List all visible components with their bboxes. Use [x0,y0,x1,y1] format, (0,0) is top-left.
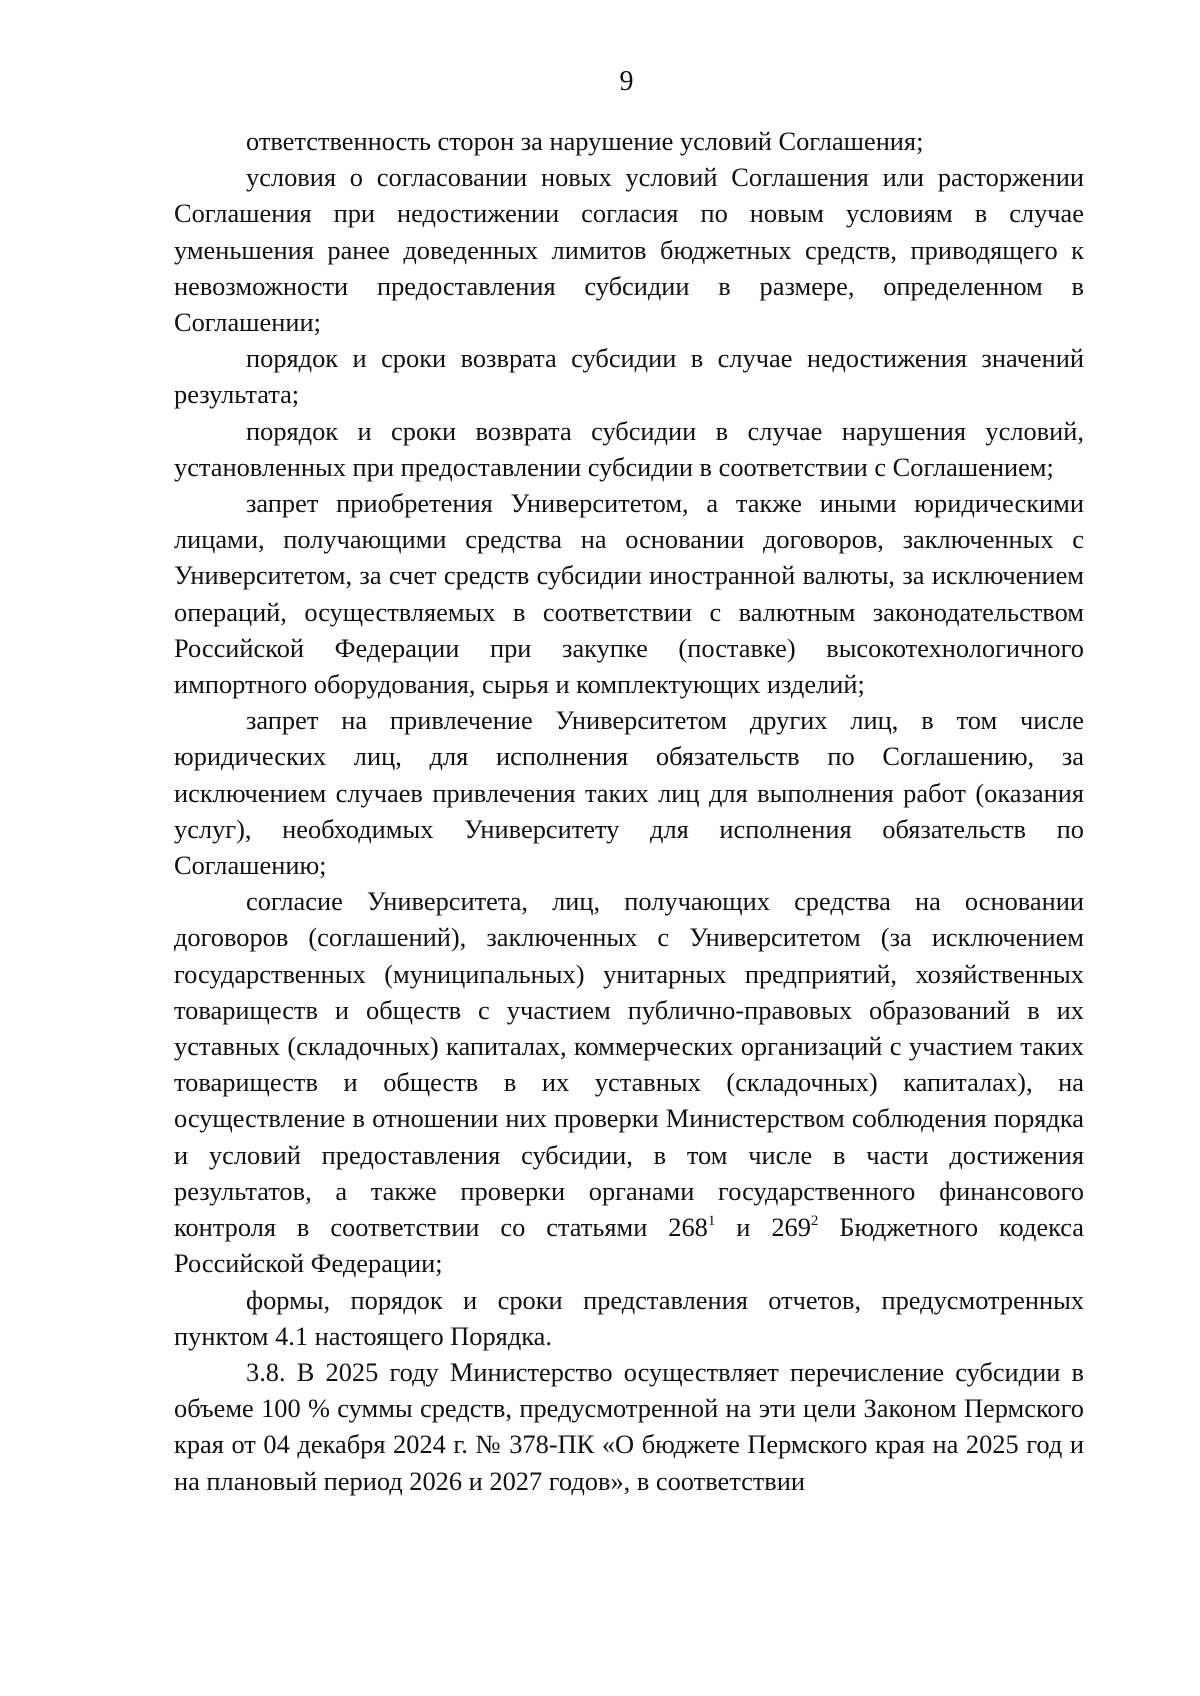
paragraph-return-violation: порядок и сроки возврата субсидии в случае нарушения условий, установленных при предоставлении субсидии в соответствии с Соглашением; [174,415,1084,482]
paragraph-report-forms: формы, порядок и сроки представления отчетов, предусмотренных пунктом 4.1 настоящего Порядка. [174,1284,1084,1351]
inspection-text-part2: и 269 [715,1212,811,1243]
paragraph-currency-ban: запрет приобретения Университетом, а также иными юридическими лицами, получающими средства на основании договоров, заключенных с Университетом, за счет средств субсидии иностранной валюты, за исключением операций, осуществляемых в соответствии с валютным законодательством Российской Федерации при закупке (поставке) высокотехнологичного импортного оборудования, сырья и комплектующих изделий; [174,488,1084,700]
document-body [174,123,1084,1499]
inspection-text-part1: согласие Университета, лиц, получающих средства на основании договоров (соглашений), заключенных с Университетом (за исключением государственных (муниципальных) унитарных предприятий, хозяйственных товариществ и обществ с участием публично-правовых образований в их уставных (складочных) капиталах, коммерческих организаций с участием таких товариществ и обществ в их уставных (складочных) капиталах), на осуществление в отношении них проверки Министерством соблюдения порядка и условий предоставления субсидии, в том числе в части достижения результатов, а также проверки органами государственного финансового контроля в соответствии со статьями 268 [174,886,1084,1243]
paragraph-section-3-8: 3.8. В 2025 году Министерство осуществляет перечисление субсидии в объеме 100 % суммы средств, предусмотренной на эти цели Законом Пермского края от 04 декабря 2024 г. № 378-ПК «О бюджете Пермского края на 2025 год и на плановый период 2026 и 2027 годов», в соответствии [174,1356,1084,1496]
article-268-superscript: 1 [707,1213,716,1230]
paragraph-return-result: порядок и сроки возврата субсидии в случае недостижения значений результата; [174,343,1084,410]
paragraph-responsibility: ответственность сторон за нарушение условий Соглашения; [246,126,924,156]
paragraph-agreement-terms: условия о согласовании новых условий Соглашения или расторжении Соглашения при недостижении согласия по новым условиям в случае уменьшения ранее доведенных лимитов бюджетных средств, приводящего к невозможности предоставления субсидии в размере, определенном в Соглашении; [174,162,1084,338]
paragraph-third-party-ban: запрет на привлечение Университетом других лиц, в том числе юридических лиц, для исполнения обязательств по Соглашению, за исключением случаев привлечения таких лиц для выполнения работ (оказания услуг), необходимых Университету для исполнения обязательств по Соглашению; [174,705,1084,881]
page-number: 9 [619,66,634,97]
paragraph-inspection-consent [174,883,1084,1281]
article-269-superscript: 2 [810,1213,819,1230]
inspection-text-part3: Бюджетного кодекса Российской Федерации; [174,1212,1084,1279]
